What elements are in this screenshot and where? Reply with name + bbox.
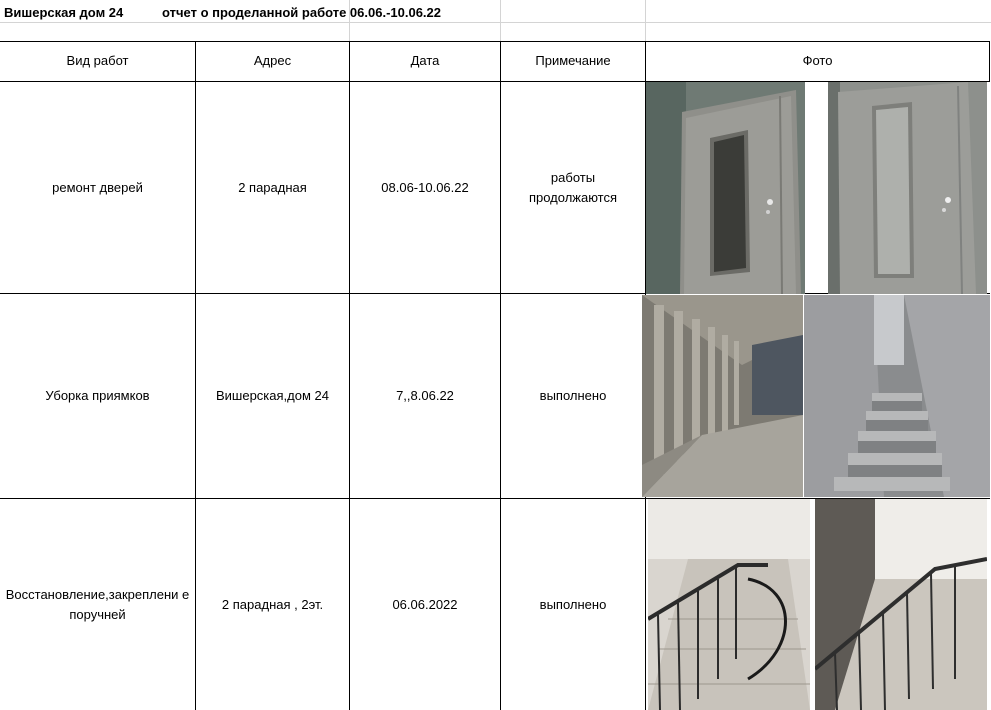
row1-date: 08.06-10.06.22 xyxy=(381,179,469,195)
door-photo xyxy=(828,82,987,294)
row2-date: 7,,8.06.22 xyxy=(396,388,454,403)
sheet-title: Вишерская дом 24 xyxy=(4,5,124,20)
row3-note: выполнено xyxy=(539,596,607,612)
railing-photo xyxy=(815,499,987,710)
row1-work-type: ремонт дверей xyxy=(52,179,143,195)
row3-work-type: Восстановление,закреплени е поручней xyxy=(5,586,190,622)
row1-address: 2 парадная xyxy=(238,179,307,195)
stairs-photo xyxy=(804,295,990,497)
row3-address: 2 парадная , 2эт. xyxy=(221,596,324,612)
header-date: Дата xyxy=(410,53,440,68)
row2-note: выполнено xyxy=(539,388,607,403)
row1-note: работы продолжаются xyxy=(528,169,618,205)
door-photo xyxy=(646,82,805,294)
header-note: Примечание xyxy=(535,53,611,68)
pit-photo xyxy=(642,295,803,497)
sheet-gridline xyxy=(0,22,991,23)
row2-work-type: Уборка приямков xyxy=(45,388,150,403)
row2-address: Вишерская,дом 24 xyxy=(215,388,329,403)
sheet-title-row xyxy=(0,0,991,22)
railing-photo xyxy=(648,499,810,710)
header-work-type: Вид работ xyxy=(66,53,129,68)
header-photo: Фото xyxy=(802,53,833,68)
row3-date: 06.06.2022 xyxy=(392,596,458,612)
header-address: Адрес xyxy=(253,53,292,68)
sheet-subtitle: отчет о проделанной работе 06.06.-10.06.22 xyxy=(162,5,442,20)
